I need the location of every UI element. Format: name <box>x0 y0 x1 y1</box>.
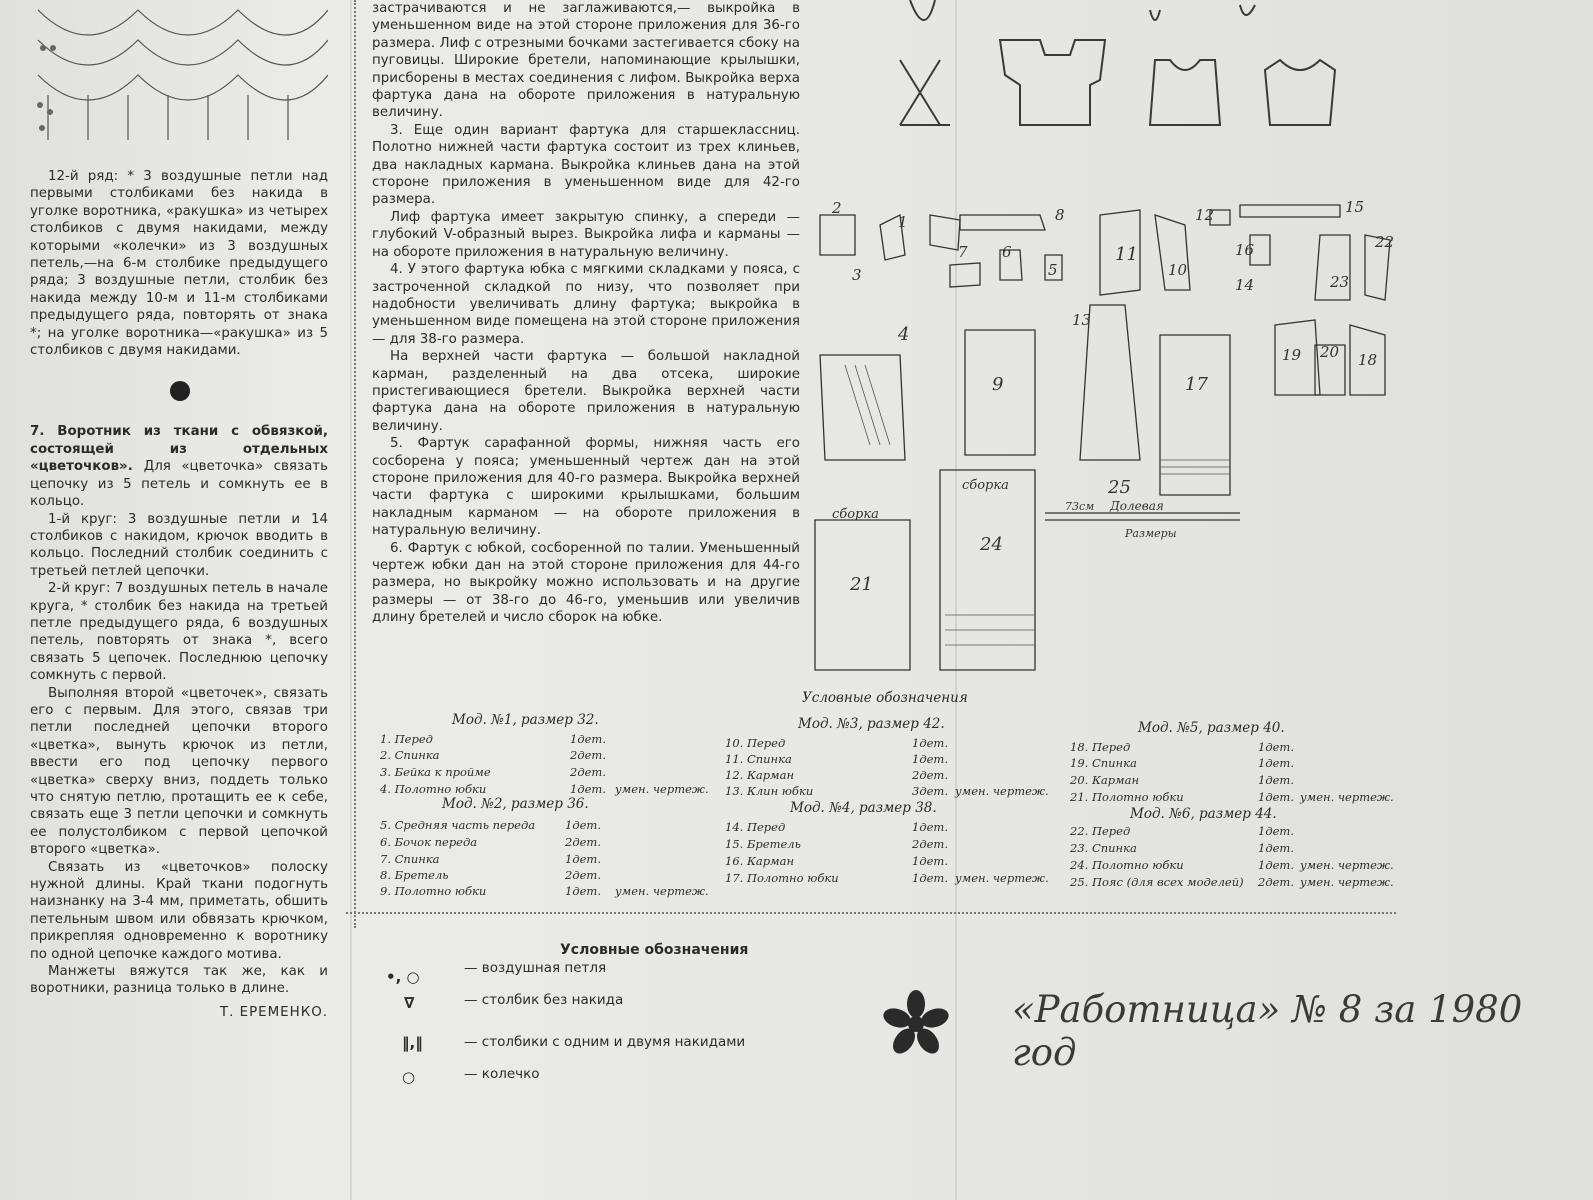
legend-count: 3дет. <box>912 784 948 798</box>
model-heading: Мод. №2, размер 36. <box>442 796 589 812</box>
crochet-diagram <box>28 0 328 150</box>
crochet-legend-title: Условные обозначения <box>560 942 749 958</box>
paragraph: 1-й круг: 3 воздушные петли и 14 столбиков с накидом, крючок вводить в кольцо. Последний столбик соединить с третьей петлей цепочки. <box>30 511 328 579</box>
legend-label: — столбики с одним и двумя накидами <box>464 1034 746 1050</box>
svg-text:5: 5 <box>1048 261 1058 279</box>
paragraph: 3. Еще один вариант фартука для старшеклассниц. Полотно нижней части фартука состоит из трех клиньев, два накладных кармана. Выкройка клиньев дана на этой стороне приложения в уменьшенном виде для 42-го размера. <box>372 122 800 208</box>
svg-text:14: 14 <box>1235 276 1255 294</box>
legend-item: 20. Карман <box>1070 773 1140 787</box>
svg-text:18: 18 <box>1358 351 1378 369</box>
legend-count: 2дет. <box>1258 875 1294 889</box>
svg-text:19: 19 <box>1282 346 1302 364</box>
svg-text:сборка: сборка <box>962 478 1009 493</box>
legend-item: 14. Перед <box>725 820 786 834</box>
legend-count: 2дет. <box>570 765 606 779</box>
svg-text:9: 9 <box>992 374 1004 395</box>
legend-item: 21. Полотно юбки <box>1070 790 1184 804</box>
section-bullet <box>170 381 190 401</box>
double-crochet-icon: ‖,‖ <box>402 1034 423 1052</box>
ring-icon: ○ <box>402 1068 416 1086</box>
svg-text:Долевая: Долевая <box>1110 499 1164 513</box>
legend-count: 1дет. <box>1258 773 1294 787</box>
legend-count: 1дет. <box>1258 790 1294 804</box>
legend-count: 1дет. <box>1258 740 1294 754</box>
model-heading: Мод. №1, размер 32. <box>452 712 599 728</box>
model-heading: Мод. №6, размер 44. <box>1130 806 1277 822</box>
pattern-piece-2 <box>820 215 855 255</box>
legend-item: 6. Бочок переда <box>380 835 478 849</box>
legend-item: 8. Бретель <box>380 868 449 882</box>
apron-silhouettes <box>880 0 1400 140</box>
section-heading: 7. Воротник из ткани с обвязкой, состоящей из отдельных «цветочков». Для «цветочка» связать цепочку из 5 петель и сомкнуть ее в кольцо. <box>30 424 328 510</box>
paragraph: 6. Фартук с юбкой, сосборенной по талии. Уменьшенный чертеж юбки дан на этой стороне приложения для 44-го размера, но выкройку можно использовать и на другие размеры — от 38-го до 46-го, уменьшив или увеличив длину бретелей и число сборок на юбке. <box>372 540 800 626</box>
legend-count: 1дет. <box>912 752 948 766</box>
legend-item: 12. Карман <box>725 768 795 782</box>
pattern-piece-24 <box>940 470 1035 670</box>
legend-label: — воздушная петля <box>464 960 607 976</box>
pattern-layout <box>810 195 1400 675</box>
pattern-piece-1b <box>930 215 960 250</box>
svg-text:4: 4 <box>898 324 910 345</box>
pattern-piece-17 <box>1160 335 1230 495</box>
legend-item: 24. Полотно юбки <box>1070 858 1184 872</box>
chain-stitch-icon: •, ○ <box>386 968 420 986</box>
paragraph: застрачиваются и не заглаживаются,— выкройка в уменьшенном виде на этой стороне приложения для 36-го размера. Лиф с отрезными бочками застегивается сбоку на пуговицы. Широкие бретели, напоминающие крылышки, присборены в местах соединения с лифом. Выкройка верха фартука дана на обороте приложения в натуральную величину. <box>372 1 800 121</box>
legend-item: 10. Перед <box>725 736 786 750</box>
model-heading: Мод. №3, размер 42. <box>798 716 945 732</box>
paragraph: Манжеты вяжутся так же, как и воротники, разница только в длине. <box>30 964 328 997</box>
pattern-piece-7 <box>950 263 980 287</box>
legend-note: умен. чертеж. <box>1300 858 1394 872</box>
single-crochet-icon: ∇ <box>404 994 415 1012</box>
legend-count: 1дет. <box>1258 756 1294 770</box>
legend-item: 3. Бейка к пройме <box>380 765 491 779</box>
legend-note: умен. чертеж. <box>1300 790 1394 804</box>
legend-count: 1дет. <box>565 818 601 832</box>
legend-note: умен. чертеж. <box>955 784 1049 798</box>
svg-text:11: 11 <box>1115 244 1138 265</box>
paragraph: 4. У этого фартука юбка с мягкими складками у пояса, с застроченной складкой по низу, что позволяет при надобности увеличивать длину фартука; выкройка в уменьшенном виде помещена на этой стороне приложения — для 38-го размера. <box>372 262 800 347</box>
pattern-piece-8 <box>960 215 1045 230</box>
svg-text:13: 13 <box>1072 311 1092 329</box>
legend-item: 19. Спинка <box>1070 756 1137 770</box>
legend-item: 25. Пояс (для всех моделей) <box>1070 875 1244 889</box>
svg-text:73см: 73см <box>1065 500 1095 513</box>
legend-label: — колечко <box>464 1066 540 1082</box>
legend-item: 9. Полотно юбки <box>380 884 487 898</box>
pattern-legend <box>370 690 1410 900</box>
legend-count: 1дет. <box>912 871 948 885</box>
legend-label: — столбик без накида <box>464 992 624 1008</box>
model-heading: Мод. №5, размер 40. <box>1138 720 1285 736</box>
paragraph: 2-й круг: 7 воздушных петель в начале круга, * столбик без накида на третьей петле предыдущего ряда, 6 воздушных петель, повторять от знака *, всего связать 5 цепочек. Последнюю цепочку сомкнуть с первой. <box>30 581 328 684</box>
legend-count: 1дет. <box>565 852 601 866</box>
legend-count: 1дет. <box>912 820 948 834</box>
legend-note: умен. чертеж. <box>615 884 709 898</box>
legend-item: 22. Перед <box>1070 824 1131 838</box>
flower-icon <box>880 988 952 1060</box>
legend-item: 13. Клин юбки <box>725 784 814 798</box>
svg-text:6: 6 <box>1002 243 1012 261</box>
legend-count: 2дет. <box>565 868 601 882</box>
dotted-border <box>346 912 1396 928</box>
legend-item: 18. Перед <box>1070 740 1131 754</box>
paragraph: На верхней части фартука — большой накладной карман, разделенный на два отсека, широкие пристегивающиеся бретели. Выкройка верхней части фартука дана на обороте приложения в натуральную величину. <box>372 349 800 434</box>
legend-count: 1дет. <box>1258 858 1294 872</box>
pattern-piece-21 <box>815 520 910 670</box>
dotted-border <box>346 0 356 928</box>
svg-text:10: 10 <box>1168 261 1188 279</box>
left-text-column <box>30 168 328 1021</box>
svg-text:7: 7 <box>958 243 968 261</box>
svg-text:Размеры: Размеры <box>1125 527 1177 540</box>
svg-text:16: 16 <box>1235 241 1255 259</box>
legend-count: 1дет. <box>912 736 948 750</box>
legend-count: 1дет. <box>570 732 606 746</box>
svg-text:8: 8 <box>1055 206 1065 224</box>
pattern-piece-15 <box>1240 205 1340 217</box>
legend-item: 7. Спинка <box>380 852 440 866</box>
legend-count: 1дет. <box>570 782 606 796</box>
legend-item: 15. Бретель <box>725 837 801 851</box>
paragraph: 5. Фартук сарафанной формы, нижняя часть его сосборена у пояса; уменьшенный чертеж дан на этой стороне приложения для 40-го размера. Выкройка верхней части фартука с широкими крылышками, большим накладным карманом — на обороте приложения в натуральную величину. <box>372 436 800 539</box>
svg-text:2: 2 <box>832 199 842 217</box>
author-signature: Т. ЕРЕМЕНКО. <box>219 1004 328 1020</box>
legend-note: умен. чертеж. <box>615 782 709 796</box>
legend-count: 2дет. <box>912 768 948 782</box>
legend-item: 17. Полотно юбки <box>725 871 839 885</box>
svg-text:3: 3 <box>852 266 862 284</box>
legend-item: 23. Спинка <box>1070 841 1137 855</box>
middle-text-column <box>372 0 800 627</box>
legend-count: 1дет. <box>912 854 948 868</box>
pattern-piece-4 <box>820 355 905 460</box>
paragraph: Связать из «цветочков» полоску нужной длины. Край ткани подогнуть наизнанку на 3-4 мм, приметать, обшить петельным швом или обвязать крючком, прикрепляя одновременно к воротнику по одной цепочке каждого мотива. <box>30 859 328 962</box>
legend-item: 2. Спинка <box>380 748 440 762</box>
svg-text:25: 25 <box>1108 477 1131 498</box>
svg-text:22: 22 <box>1375 233 1395 251</box>
svg-text:20: 20 <box>1320 343 1340 361</box>
legend-count: 2дет. <box>912 837 948 851</box>
svg-text:15: 15 <box>1345 198 1365 216</box>
legend-note: умен. чертеж. <box>1300 875 1394 889</box>
legend-count: 2дет. <box>565 835 601 849</box>
svg-text:17: 17 <box>1185 374 1208 395</box>
svg-text:24: 24 <box>980 534 1003 555</box>
legend-note: умен. чертеж. <box>955 871 1049 885</box>
legend-item: 16. Карман <box>725 854 795 868</box>
svg-text:12: 12 <box>1195 206 1215 224</box>
legend-count: 2дет. <box>570 748 606 762</box>
model-heading: Мод. №4, размер 38. <box>790 800 937 816</box>
paragraph: 12-й ряд: * 3 воздушные петли над первыми столбиками без накида в уголке воротника, «ракушка» из четырех столбиков с двумя накидами, между которыми «колечки» из 3 воздушных петель,—на 6-м столбике предыдущего ряда; 3 воздушные петли, столбик без накида между 10-м и 11-м столбиками предыдущего ряда, повторять от знака *; на уголке воротника—«ракушка» из 5 столбиков с двумя накидами. <box>30 169 328 359</box>
paragraph: Выполняя второй «цветочек», связать его с первым. Для этого, связав три петли последней цепочки второго «цветка», вынуть крючок из петли, ввести его под цепочку первого «цветка» сверху вниз, поддеть только что снятую петлю, протащить ее к себе, связать еще 3 петли цепочки и сомкнуть ее полустолбиком с первой цепочкой второго «цветка». <box>30 685 328 858</box>
legend-item: 11. Спинка <box>725 752 792 766</box>
paragraph: Лиф фартука имеет закрытую спинку, а спереди — глубокий V-образный вырез. Выкройка лифа и карманы — на обороте приложения в натуральную величину. <box>372 209 800 260</box>
svg-text:23: 23 <box>1330 273 1350 291</box>
svg-text:сборка: сборка <box>832 507 879 522</box>
svg-text:21: 21 <box>850 574 873 595</box>
legend-item: 5. Средняя часть переда <box>380 818 536 832</box>
legend-item: 1. Перед <box>380 732 433 746</box>
svg-text:1: 1 <box>898 213 908 231</box>
magazine-credit: «Работница» № 8 за 1980 год <box>1012 988 1523 1074</box>
legend-item: 4. Полотно юбки <box>380 782 487 796</box>
legend-count: 1дет. <box>1258 841 1294 855</box>
legend-title: Условные обозначения <box>802 690 968 706</box>
legend-count: 1дет. <box>565 884 601 898</box>
legend-count: 1дет. <box>1258 824 1294 838</box>
